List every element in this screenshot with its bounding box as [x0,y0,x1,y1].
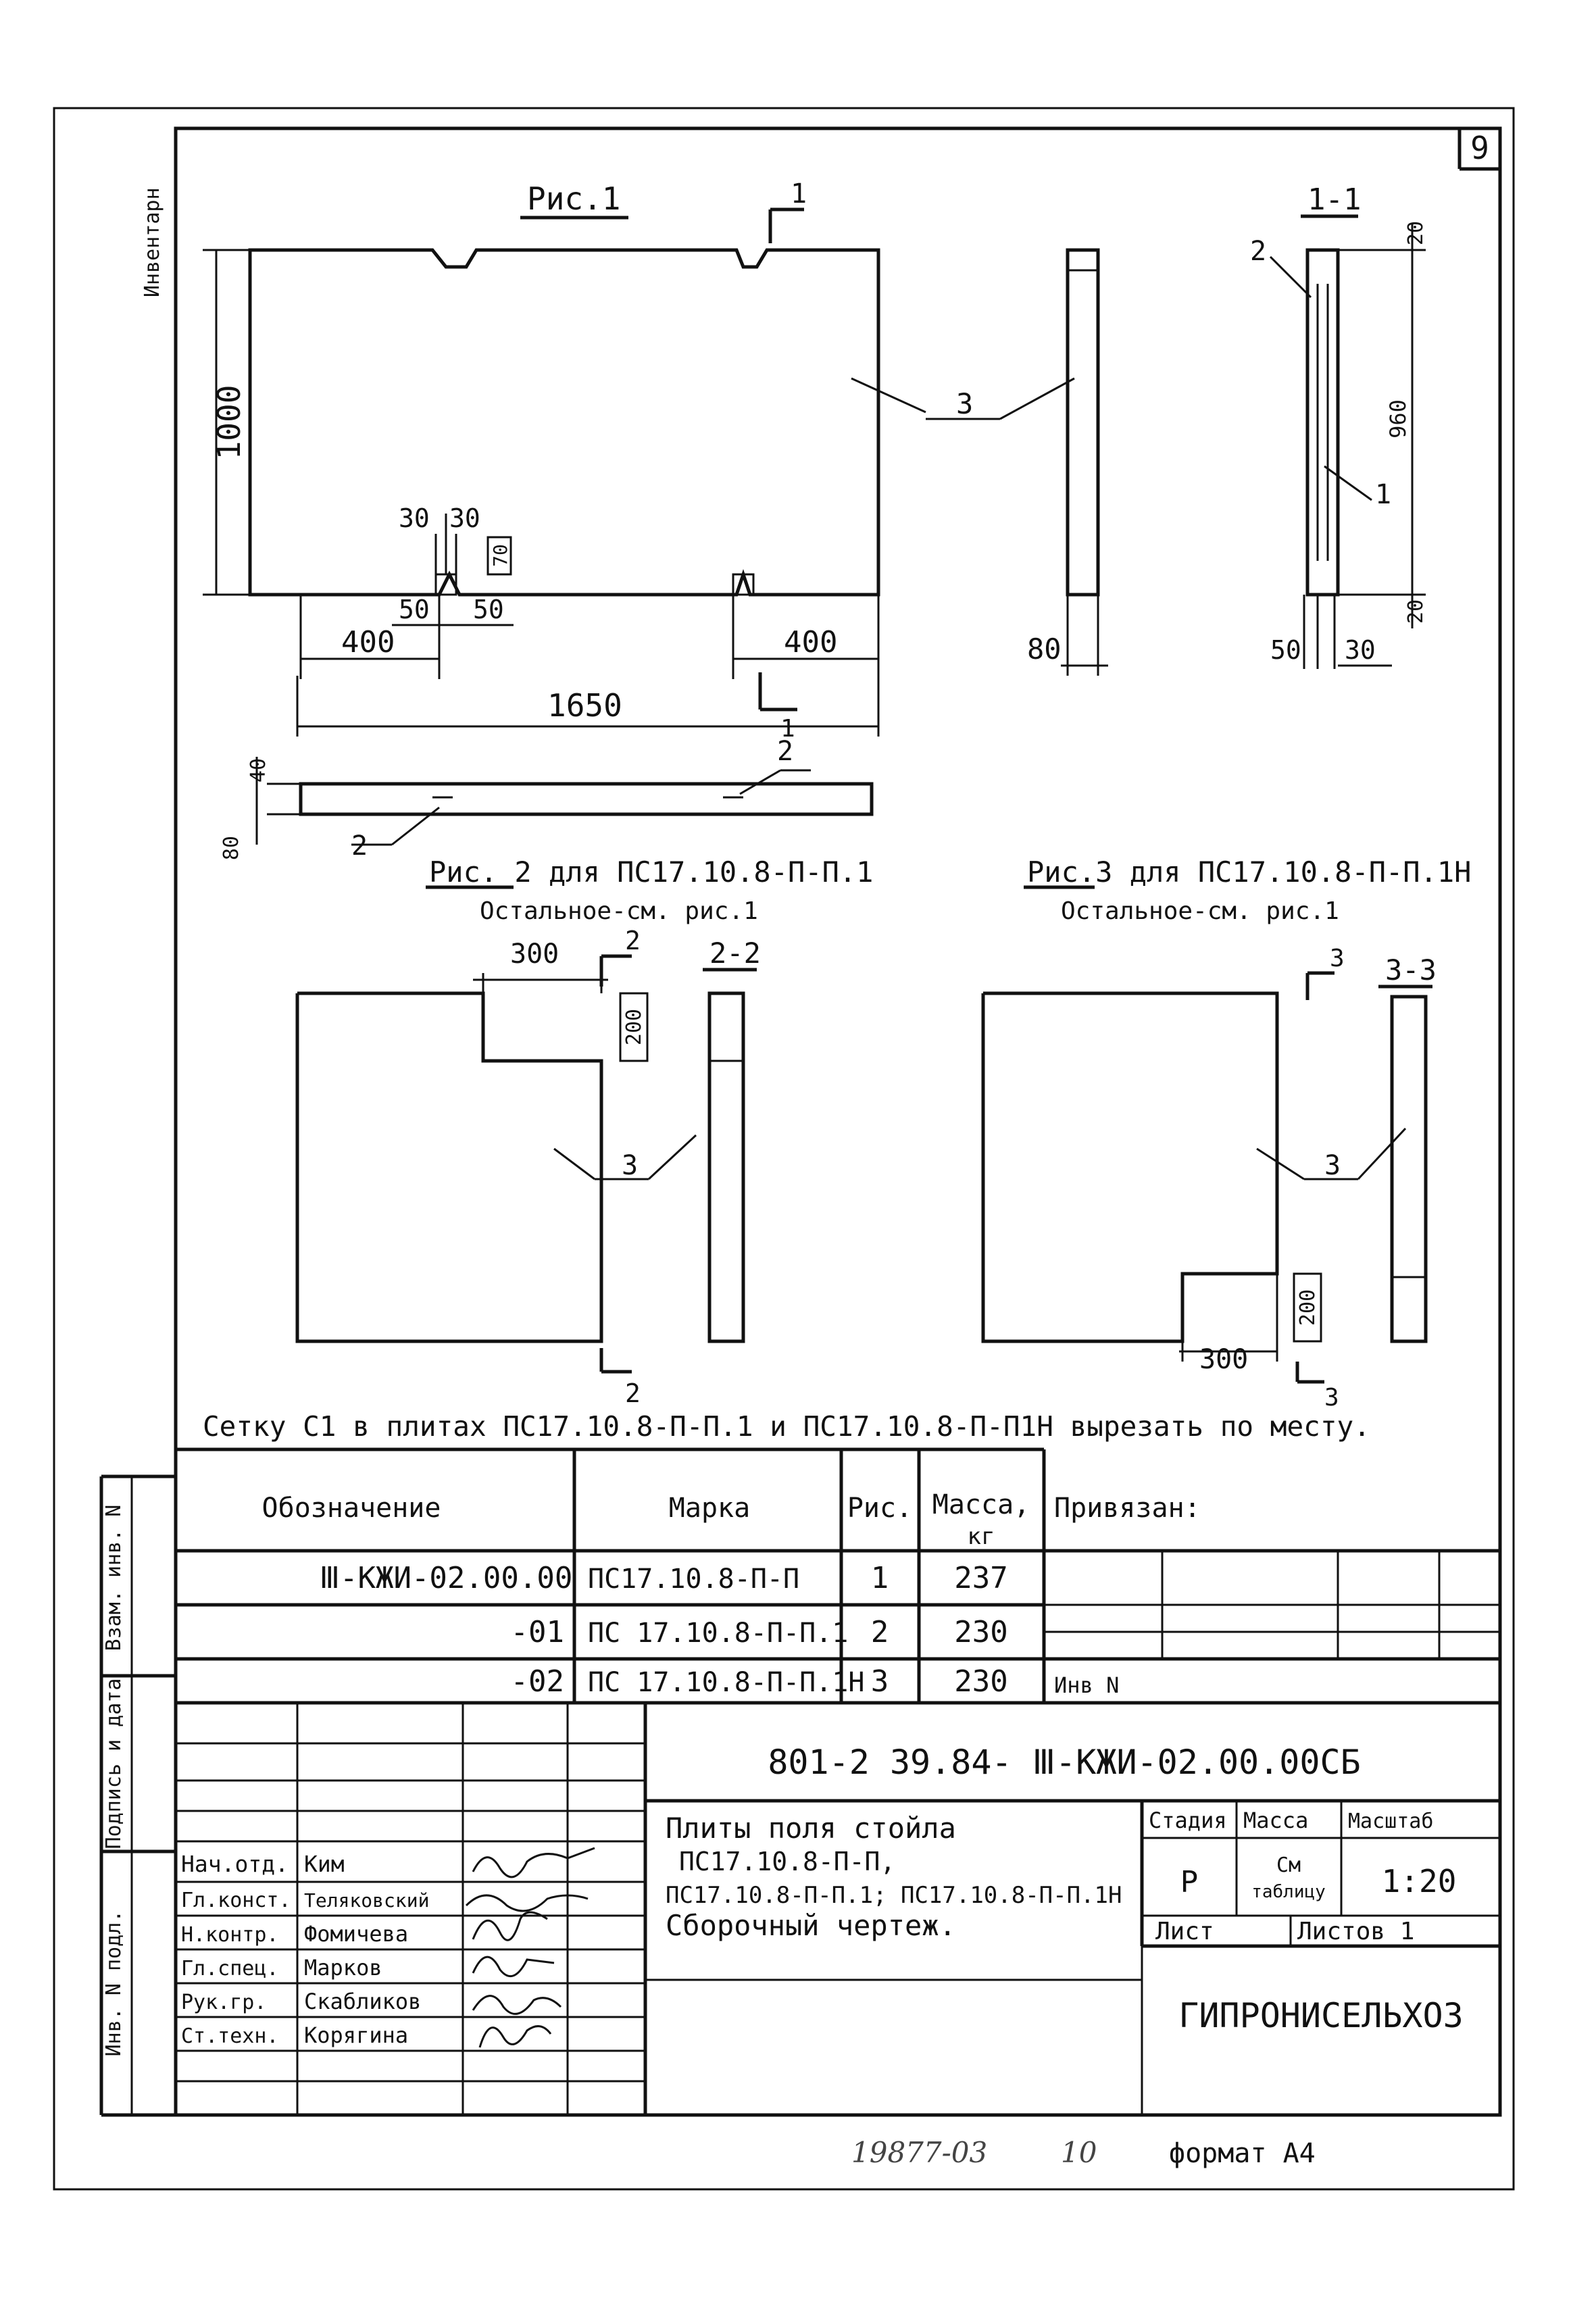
spec-header-mark: Марка [668,1493,751,1524]
stamp-podpis-data: Подпись и дата [102,1678,126,1849]
sheet-label: Лист [1155,1918,1214,1945]
spec-row-designation: Ⅲ-КЖИ-02.00.00 [319,1561,573,1595]
spec-row-mass: 230 [954,1664,1008,1699]
stamp-vertical: Инвентарн [141,187,164,297]
mass-ref-1: См [1276,1853,1301,1877]
staff-role: Ст.техн. [181,2024,279,2048]
fig2-section-view [709,993,743,1341]
outer-border [54,108,1514,2189]
fig2-title: Рис. 2 для ПС17.10.8-П-П.1 [429,855,874,889]
fig1-dim-50b: 50 [473,595,504,624]
fig3-dim-300: 300 [1199,1344,1249,1375]
bottom-page: 10 [1061,2136,1097,2169]
fig1-dim-80-side: 80 [1027,632,1062,666]
fig1-dim-70: 70 [489,544,512,567]
spec-privyazan: Привязан: [1054,1493,1201,1524]
fig1-title: Рис.1 [527,180,621,217]
fig2-callout-3: 3 [622,1150,639,1181]
spec-row-fig: 2 [870,1615,889,1649]
fig3-sec-title: 3-3 [1385,953,1437,987]
staff-name: Теляковский [304,1889,430,1912]
sec11-dim-mid: 960 [1385,399,1411,439]
fig1-section-mark-bottom: 1 [780,715,795,743]
spec-header-mass-unit: кг [967,1523,995,1550]
fig3-title: Рис.3 для ПС17.10.8-П-П.1Н [1027,855,1472,889]
sec11-dim-20-bottom: 20 [1404,599,1428,624]
fig2-dim-200: 200 [622,1008,646,1046]
title-name-line: Плиты поля стойла [666,1812,956,1845]
organization: ГИПРОНИСЕЛЬХОЗ [1178,1996,1464,2035]
spec-inv-n: Инв N [1054,1672,1120,1698]
spec-row-mass: 230 [954,1615,1008,1649]
fig1-plan-callout-top: 2 [777,736,794,767]
sec11-outline [1307,250,1338,595]
spec-row-mark: ПС17.10.8-П-П [588,1564,800,1595]
staff-role: Рук.гр. [181,1991,267,2014]
title-name-line: Сборочный чертеж. [666,1909,956,1942]
doc-code: 801-2 39.84- Ⅲ-КЖИ-02.00.00СБ [768,1743,1361,1782]
bottom-number: 19877-03 [851,2136,988,2169]
fig3-callout-3: 3 [1324,1150,1341,1181]
fig1-dim-30a: 30 [399,503,430,533]
spec-row-mark: ПС 17.10.8-П-П.1Н [588,1667,865,1698]
stamp-vzam-inv: Взам. инв. N [102,1504,126,1651]
spec-row-designation: -01 [510,1615,564,1649]
staff-role: Гл.конст. [181,1889,291,1912]
fig2-mark-bottom: 2 [625,1378,641,1408]
spec-row-designation: -02 [510,1664,564,1699]
title-name-line: ПС17.10.8-П-П.1; ПС17.10.8-П-П.1Н [666,1882,1122,1909]
fig3-mark-top: 3 [1330,945,1345,972]
sec11-dim-20-top: 20 [1404,220,1428,246]
spec-header-designation: Обозначение [261,1493,441,1524]
sheets-label: Листов 1 [1297,1918,1415,1945]
fig3-section-view [1392,997,1426,1341]
spec-header-mass: Масса, [932,1489,1030,1520]
staff-name: Фомичева [304,1921,409,1947]
fig1-dim-400-right: 400 [784,625,838,659]
mass-label: Масса [1243,1808,1309,1833]
fig3-dim-200: 200 [1296,1289,1320,1326]
fig1-dim-1650: 1650 [547,687,622,724]
note-line: Сетку С1 в плитах ПС17.10.8-П-П.1 и ПС17.10.8-П-П1Н вырезать по месту. [203,1410,1370,1443]
staff-name: Корягина [304,2022,409,2048]
staff-role: Нач.отд. [181,1851,289,1877]
spec-row-mark: ПС 17.10.8-П-П.1 [588,1618,849,1649]
spec-row-fig: 3 [870,1664,889,1699]
scale-label: Масштаб [1348,1810,1434,1833]
fig1-plan-strip [301,784,872,814]
fig1-plan-callout-bottom: 2 [351,830,368,862]
fig1-side-view [1068,250,1098,595]
fig1-section-mark-top: 1 [791,178,807,209]
fig2-mark-top: 2 [625,926,641,955]
fig1-plan-dim-40: 40 [247,757,270,783]
sec11-dim-50: 50 [1270,635,1301,665]
fig1-plate-outline [250,250,878,595]
sec11-callout-2: 2 [1250,236,1267,267]
fig2-sec-title: 2-2 [709,937,761,970]
staff-name: Ким [304,1851,345,1877]
fig3-plate-outline [983,993,1277,1341]
stage-value: Р [1180,1865,1199,1899]
staff-name: Скабликов [304,1989,422,2014]
fig1-dim-30b: 30 [449,503,480,533]
scale-value: 1:20 [1381,1863,1457,1899]
stamp-inv-podl: Инв. N подл. [102,1910,126,2057]
staff-role: Н.контр. [181,1923,279,1947]
fig1-dim-50a: 50 [399,595,430,624]
fig2-plate-outline [297,993,601,1341]
fig3-note: Остальное-см. рис.1 [1061,897,1339,925]
sec11-callout-1: 1 [1375,479,1392,510]
staff-name: Марков [304,1955,382,1981]
stage-label: Стадия [1149,1808,1227,1833]
sec11-title: 1-1 [1307,182,1362,217]
mass-ref-2: таблицу [1251,1882,1326,1902]
fig1-dim-400-left: 400 [341,625,395,659]
fig1-callout-3: 3 [956,387,974,420]
spec-row-mass: 237 [954,1561,1008,1595]
staff-role: Гл.спец. [181,1957,279,1981]
spec-row-fig: 1 [870,1561,889,1595]
fig3-mark-bottom: 3 [1324,1384,1339,1412]
spec-header-fig: Рис. [847,1493,913,1524]
sec11-dim-30: 30 [1345,635,1376,665]
fig1-dim-1000: 1000 [211,384,247,460]
fig2-dim-300: 300 [510,939,559,970]
format-label: формат А4 [1169,2138,1316,2169]
fig2-note: Остальное-см. рис.1 [480,897,758,925]
title-name-line: ПС17.10.8-П-П, [679,1847,896,1876]
fig1-plan-dim-80: 80 [220,835,243,861]
page-number: 9 [1470,130,1489,166]
